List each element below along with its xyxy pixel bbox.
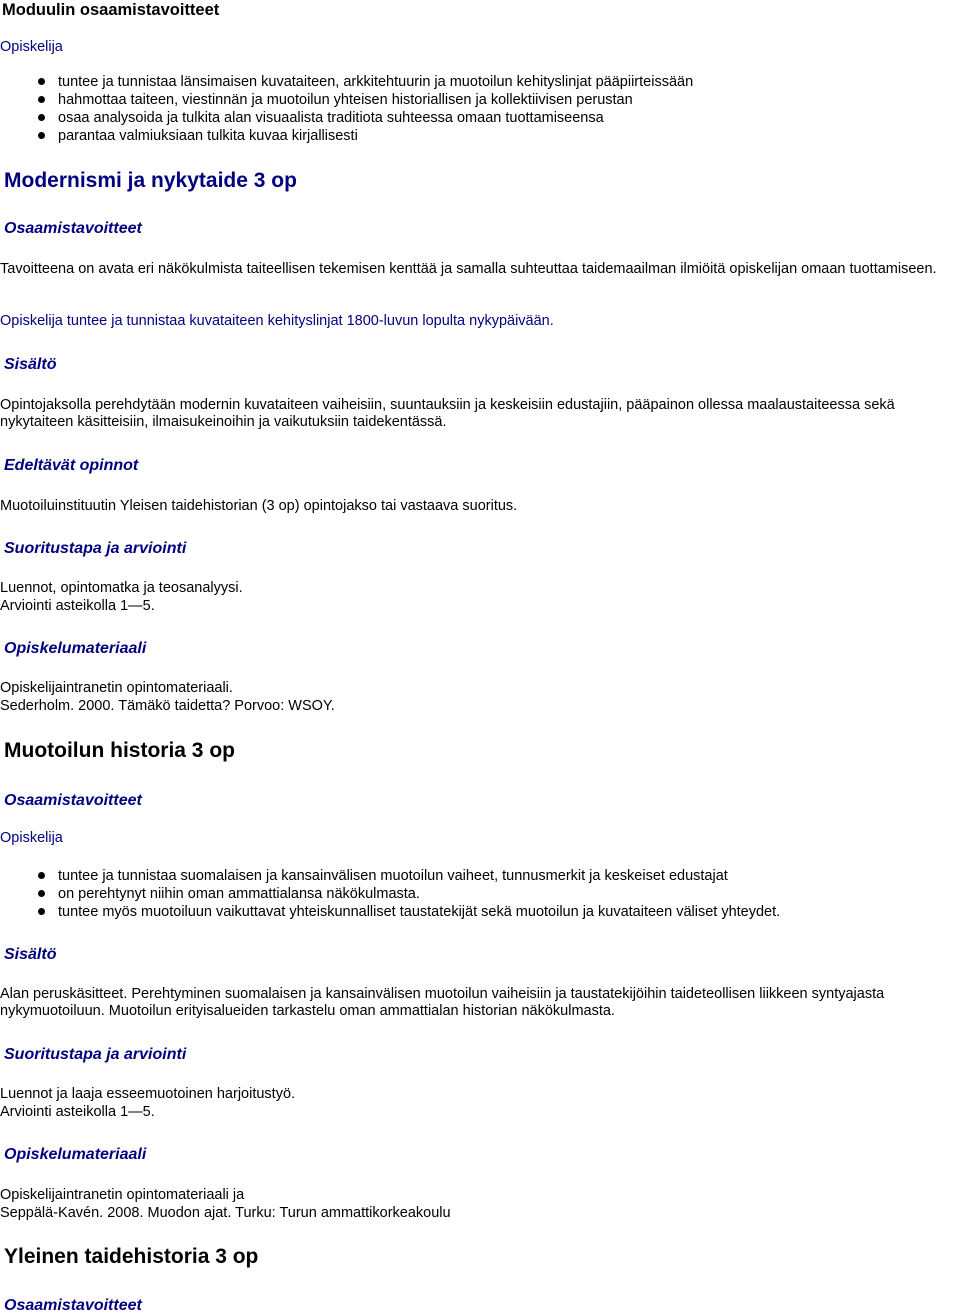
bullet-icon xyxy=(38,96,45,103)
bullet-icon xyxy=(38,872,45,879)
muotoilun-goals-list xyxy=(0,867,780,921)
muotoilun-grading-line: Arviointi asteikolla 1—5. xyxy=(0,1104,155,1120)
section-heading-osaamistavoitteet: Osaamistavoitteet xyxy=(4,220,142,237)
muotoilun-goals-intro: Opiskelija xyxy=(0,830,63,846)
modernismi-grading-line: Arviointi asteikolla 1—5. xyxy=(0,598,155,614)
course-title-muotoilun: Muotoilun historia 3 op xyxy=(4,739,235,762)
muotoilun-content-text: Alan peruskäsitteet. Perehtyminen suomalaisen ja kansainvälisen muotoilun vaiheisiin ja taustatekijöihin taideteollisen liikkeen syntyajasta nykymuotoiluun. Muotoilun erityisalueiden tarkastelu oman ammattialan historian näkökulmasta. xyxy=(0,986,885,1019)
section-heading-osaamistavoitteet: Osaamistavoitteet xyxy=(4,1297,142,1314)
section-heading-osaamistavoitteet: Osaamistavoitteet xyxy=(4,792,142,809)
modernismi-prereq-text: Muotoiluinstituutin Yleisen taidehistorian (3 op) opintojakso tai vastaava suoritus. xyxy=(0,498,518,514)
bullet-icon xyxy=(38,890,45,897)
bullet-icon xyxy=(38,114,45,121)
section-heading-sisalto: Sisältö xyxy=(4,356,57,373)
bullet-icon xyxy=(38,78,45,85)
modernismi-goals-text: Tavoitteena on avata eri näkökulmista taiteellisen tekemisen kenttää ja samalla suhteuttaa taidemaailman ilmiöitä opiskelijan omaan tuottamiseen. xyxy=(0,261,937,277)
section-heading-sisalto: Sisältö xyxy=(4,946,57,963)
list-item: tuntee ja tunnistaa suomalaisen ja kansainvälisen muotoilun vaiheet, tunnusmerkit ja keskeiset edustajat xyxy=(0,867,780,885)
section-heading-opiskelumateriaali: Opiskelumateriaali xyxy=(4,640,147,657)
modernismi-goals-text-2: Opiskelija tuntee ja tunnistaa kuvataiteen kehityslinjat 1800-luvun lopulta nykypäivään. xyxy=(0,313,554,329)
module-goals-intro: Opiskelija xyxy=(0,39,63,55)
section-heading-suoritustapa: Suoritustapa ja arviointi xyxy=(4,540,187,557)
course-title-yleinen: Yleinen taidehistoria 3 op xyxy=(4,1245,259,1268)
section-heading-suoritustapa: Suoritustapa ja arviointi xyxy=(4,1046,187,1063)
section-heading-opiskelumateriaali: Opiskelumateriaali xyxy=(4,1146,147,1163)
list-item: tuntee myös muotoiluun vaikuttavat yhteiskunnalliset taustatekijät sekä muotoilun ja kuvataiteen väliset yhteydet. xyxy=(0,903,780,921)
modernismi-content-text: Opintojaksolla perehdytään modernin kuvataiteen vaiheisiin, suuntauksiin ja keskeisiin edustajiin, pääpainon ollessa maalaustaiteessa sekä nykytaiteen käsitteisiin, ilmaisukeinoihin ja vaikutuksiin taidekentässä. xyxy=(0,397,895,430)
muotoilun-material-line: Opiskelijaintranetin opintomateriaali ja xyxy=(0,1187,245,1203)
list-item: tuntee ja tunnistaa länsimaisen kuvataiteen, arkkitehtuurin ja muotoilun kehityslinjat pääpiirteissään xyxy=(0,73,693,91)
list-item: osaa analysoida ja tulkita alan visuaalista traditiota suhteessa omaan tuottamiseensa xyxy=(0,109,693,127)
list-item: parantaa valmiuksiaan tulkita kuvaa kirjallisesti xyxy=(0,127,693,145)
bullet-icon xyxy=(38,908,45,915)
modernismi-material-line-2: Sederholm. 2000. Tämäkö taidetta? Porvoo: WSOY. xyxy=(0,698,335,714)
list-item: hahmottaa taiteen, viestinnän ja muotoilun yhteisen historiallisen ja kollektiivisen perustan xyxy=(0,91,693,109)
course-title-modernismi: Modernismi ja nykytaide 3 op xyxy=(4,169,297,192)
modernismi-material-line: Opiskelijaintranetin opintomateriaali. xyxy=(0,680,233,696)
section-heading-edeltavat: Edeltävät opinnot xyxy=(4,457,139,474)
modernismi-assessment-line: Luennot, opintomatka ja teosanalyysi. xyxy=(0,580,243,596)
module-goals-heading: Moduulin osaamistavoitteet xyxy=(2,1,220,19)
muotoilun-material-line-2: Seppälä-Kavén. 2008. Muodon ajat. Turku: Turun ammattikorkeakoulu xyxy=(0,1205,451,1221)
module-goals-list xyxy=(0,73,693,145)
muotoilun-assessment-line: Luennot ja laaja esseemuotoinen harjoitustyö. xyxy=(0,1086,296,1102)
list-item: on perehtynyt niihin oman ammattialansa näkökulmasta. xyxy=(0,885,780,903)
bullet-icon xyxy=(38,132,45,139)
